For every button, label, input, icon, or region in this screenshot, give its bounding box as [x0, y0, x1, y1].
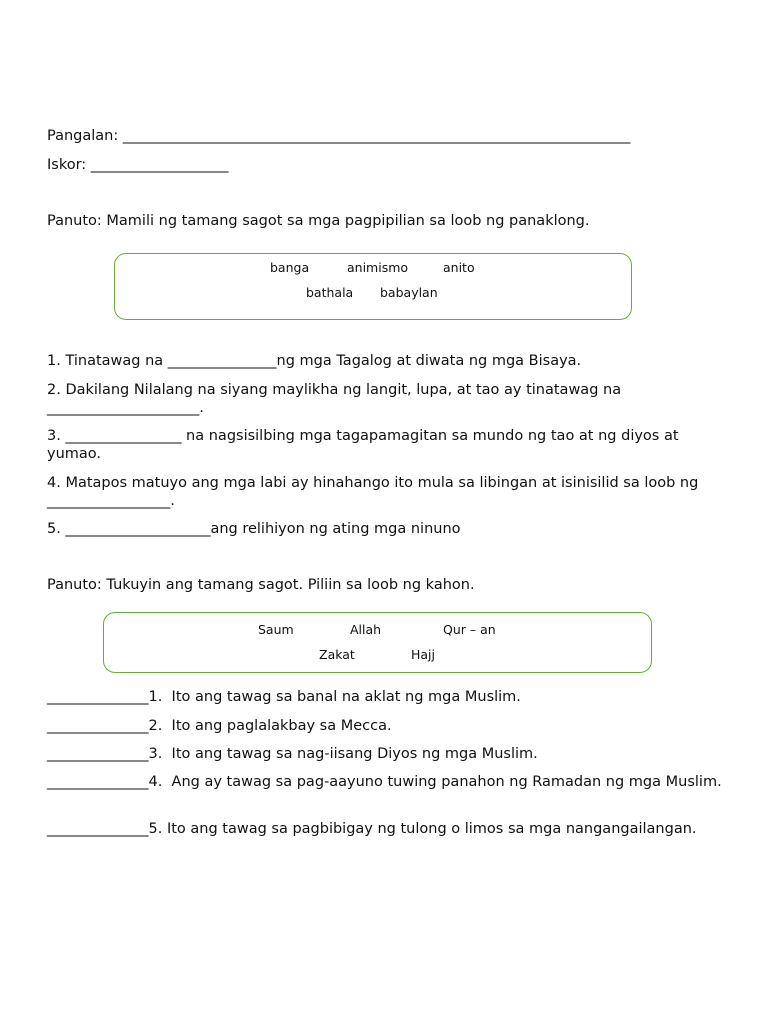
part2-instruction: Panuto: Tukuyin ang tamang sagot. Piliin sa loob ng kahon.: [47, 577, 475, 593]
part1-instruction: Panuto: Mamili ng tamang sagot sa mga pagpipilian sa loob ng panaklong.: [47, 213, 590, 229]
part2-question-2: ______________2. Ito ang paglalakbay sa Mecca.: [47, 718, 392, 734]
part2-question-5: ______________5. Ito ang tawag sa pagbibigay ng tulong o limos sa mga nangangailangan.: [47, 821, 697, 837]
part1-choice-box: [114, 253, 632, 320]
choice-word: anito: [443, 260, 475, 275]
choice-word: Allah: [350, 622, 382, 637]
part1-question-5: 5. ____________________ang relihiyon ng ating mga ninuno: [47, 521, 461, 537]
choice-word: Hajj: [411, 647, 436, 662]
choice-word: Qur – an: [443, 622, 496, 637]
name-line: Pangalan: ______________________________________________________________________: [47, 128, 631, 144]
part2-question-1: ______________1. Ito ang tawag sa banal na aklat ng mga Muslim.: [47, 689, 521, 705]
choice-word: banga: [270, 260, 310, 275]
part2-choice-box: [103, 612, 652, 673]
part1-question-2: 2. Dakilang Nilalang na siyang maylikha ng langit, lupa, at tao ay tinatawag na _____________________.: [47, 382, 626, 416]
choice-word: animismo: [347, 260, 409, 275]
choice-word: bathala: [306, 285, 354, 300]
choice-word: Zakat: [319, 647, 355, 662]
part1-question-1: 1. Tinatawag na _______________ng mga Tagalog at diwata ng mga Bisaya.: [47, 353, 582, 369]
part1-question-3: 3. ________________ na nagsisilbing mga tagapamagitan sa mundo ng tao at ng diyos at yumao.: [47, 428, 684, 462]
choice-word: babaylan: [380, 285, 438, 300]
score-line: Iskor: ___________________: [47, 157, 229, 173]
part2-question-3: ______________3. Ito ang tawag sa nag-iisang Diyos ng mga Muslim.: [47, 746, 538, 762]
part2-question-4: ______________4. Ang ay tawag sa pag-aayuno tuwing panahon ng Ramadan ng mga Muslim.: [47, 774, 722, 790]
part1-question-4: 4. Matapos matuyo ang mga labi ay hinahango ito mula sa libingan at isinisilid sa loob ng _________________.: [47, 475, 703, 509]
choice-word: Saum: [258, 622, 294, 637]
